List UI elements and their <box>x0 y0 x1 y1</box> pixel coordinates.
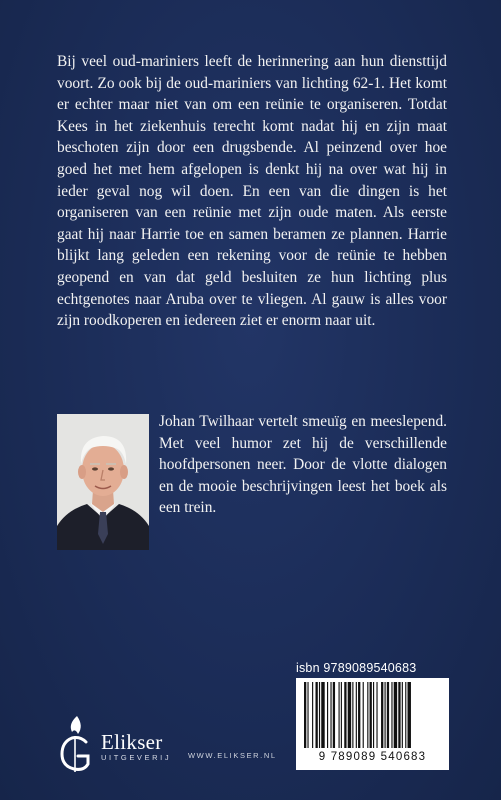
book-blurb: Bij veel oud-mariniers leeft de herinnering aan hun diensttijd voort. Zo ook bij de oud-mariniers van lichting 62-1. Het komt er echter maar niet van om een reünie te organiseren. Totdat Kees in het ziekenhuis terecht komt nadat hij en zijn maat beschoten zijn door een drugsbende. Al peinzend over hoe goed het met hem afgelopen is denkt hij na over wat hij in ieder geval nog wil doen. En een van die dingen is het organiseren van een reünie met zijn oude maten. Als eerste gaat hij naar Harrie toe en samen beramen ze plannen. Harrie blijkt lang geleden een rekening voor de reünie te hebben geopend en van dat geld besluiten ze hun lichting plus echtgenotes naar Aruba over te vliegen. Al gauw is alles voor zijn roodkoperen en iedereen ziet er enorm naar uit. <box>57 53 447 330</box>
barcode <box>296 678 449 770</box>
barcode-digits: 9 789089 540683 <box>318 751 427 763</box>
isbn-label: isbn 9789089540683 <box>296 661 417 675</box>
flame-g-icon <box>54 714 100 774</box>
barcode-bars <box>296 678 449 750</box>
publisher-logo <box>54 714 184 774</box>
author-photo <box>57 414 149 550</box>
publisher-subtitle: UITGEVERIJ <box>101 753 172 762</box>
author-description: Johan Twilhaar vertelt smeuïg en meeslepend. Met veel humor zet hij de verschillende hoofdpersonen neer. Door de vlotte dialogen en de mooie beschrijvingen leest het boek als een trein. <box>159 413 447 517</box>
publisher-name: Elikser <box>101 730 163 754</box>
publisher-website: WWW.ELIKSER.NL <box>188 751 277 760</box>
